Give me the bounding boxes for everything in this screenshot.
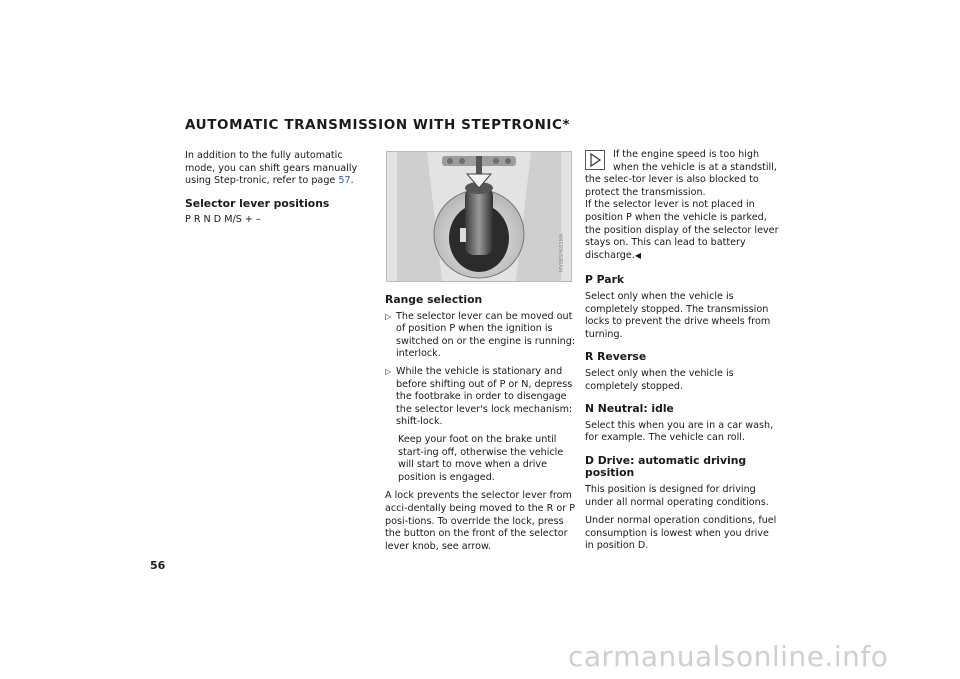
park-heading: P Park — [585, 273, 625, 287]
note-text: If the selector lever is not placed in position P when the vehicle is parked, the position display of the selector lever stays on. This can lead to battery discharge. — [585, 199, 779, 261]
range-selection-list — [385, 311, 577, 429]
list-item: ▷ The selector lever can be moved out of position P when the ignition is switched on or the engine is running: interlock. — [385, 311, 577, 361]
drive-heading: D Drive: automatic driving position — [585, 453, 747, 480]
neutral-text: Select this when you are in a car wash, for example. The vehicle can roll. — [585, 419, 774, 444]
note-paragraph-1: If the engine speed is too high when the vehicle is at a standstill, the selec-tor lever is also blocked to protect the transmission. — [585, 149, 777, 198]
watermark: carmanualsonline.info — [568, 640, 889, 673]
note-paragraph-2 — [585, 199, 780, 262]
column-middle — [385, 294, 577, 559]
neutral-heading: N Neutral: idle — [585, 402, 674, 416]
list-item: ▷ While the vehicle is stationary and before shifting out of P or N, depress the footbrake in order to disengage the selector lever's lock mechanism: shift-lock. — [385, 366, 577, 429]
column-right — [585, 149, 780, 559]
page-reference-link[interactable]: 57 — [338, 175, 351, 187]
note-icon — [585, 150, 605, 170]
selector-lever-figure — [386, 151, 572, 282]
drive-text-1: This position is designed for driving under all normal operating conditions. — [585, 484, 769, 508]
selector-lever-illustration — [387, 152, 571, 281]
park-text: Select only when the vehicle is completely stopped. The transmission locks to prevent the drive wheels from turning. — [585, 290, 771, 340]
figure-code: MV08SHK01MA — [559, 233, 565, 272]
selector-positions-list: P R N D M/S + – — [185, 214, 261, 226]
lock-paragraph: A lock prevents the selector lever from acci-dentally being moved to the R or P posi-tions. To override the lock, press the button on the front of the selector lever knob, see arrow. — [385, 490, 575, 552]
reverse-heading: R Reverse — [585, 350, 647, 364]
drive-text-2: Under normal operation conditions, fuel consumption is lowest when you drive in position D. — [585, 515, 777, 552]
intro-text-end: . — [350, 175, 354, 187]
intro-text: In addition to the fully automatic mode, you can shift gears manually using Step-tronic, refer to page — [185, 150, 358, 187]
reverse-text: Select only when the vehicle is completely stopped. — [585, 367, 734, 392]
end-mark-icon: ◀ — [634, 250, 641, 260]
note-block — [585, 149, 780, 262]
column-left — [185, 150, 367, 233]
brake-note: Keep your foot on the brake until start-ing off, otherwise the vehicle will start to move when a drive position is engaged. — [398, 433, 564, 483]
page-title: AUTOMATIC TRANSMISSION WITH STEPTRONIC* — [185, 117, 571, 133]
intro-paragraph — [185, 150, 367, 188]
range-selection-heading: Range selection — [385, 293, 483, 306]
page-number: 56 — [150, 559, 166, 572]
selector-positions-heading: Selector lever positions — [185, 196, 330, 210]
